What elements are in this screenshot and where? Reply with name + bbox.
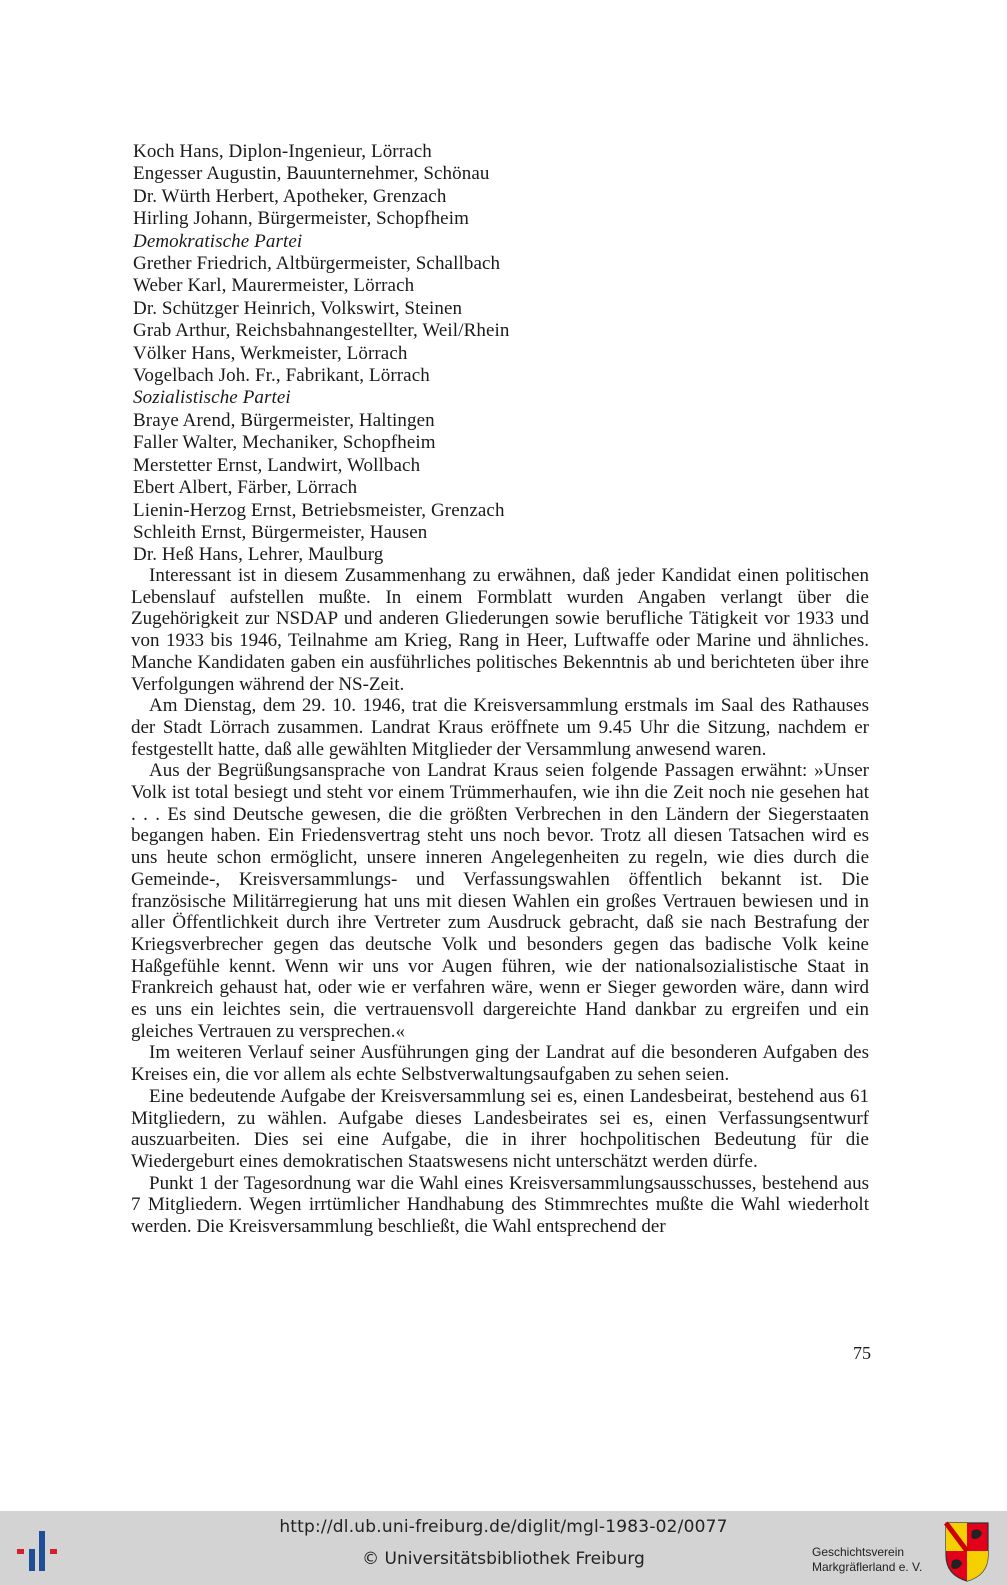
candidate-entry: Merstetter Ernst, Landwirt, Wollbach bbox=[133, 454, 421, 476]
candidate-entry: Hirling Johann, Bürgermeister, Schopfheim bbox=[133, 208, 469, 230]
candidate-entry: Ebert Albert, Färber, Lörrach bbox=[133, 477, 358, 499]
candidate-entry: Engesser Augustin, Bauunternehmer, Schönau bbox=[133, 163, 490, 185]
candidate-entry: Lienin-Herzog Ernst, Betriebsmeister, Grenzach bbox=[133, 499, 505, 521]
party-heading: Sozialistische Partei bbox=[133, 387, 291, 409]
society-name bbox=[812, 1545, 922, 1575]
candidate-entry: Völker Hans, Werkmeister, Lörrach bbox=[133, 342, 408, 364]
candidate-entry: Koch Hans, Diplon-Ingenieur, Lörrach bbox=[133, 141, 432, 162]
paragraph: Aus der Begrüßungsansprache von Landrat Kraus seien folgende Passagen erwähnt: »Unser Volk ist total besiegt und steht vor einem Trümmerhaufen, wie ihn die Zeit noch nie gesehen hat . . . Es sind Deutsche gewesen, die die größten Verbrechen in den Ländern der Siegerstaaten begangen haben. Ein Friedensvertrag steht uns noch bevor. Trotz all diesen Tatsachen wird es uns heute schon ermöglicht, unsere inneren Angelegenheiten zu regeln, wie dies durch die Gemeinde-, Kreisversammlungs- und Verfassungswahlen öffentlich bekannt ist. Die französische Militärregierung hat uns mit diesen Wahlen ein großes Vertrauen bewiesen und in aller Öffentlichkeit durch ihre Vertreter zum Ausdruck gebracht, daß sie nach Bestrafung der Kriegsverbrecher gegen das deutsche Volk und besonders gegen das badische Volk keine Haßgefühle kennt. Wenn wir uns vor Augen führen, wie der nationalsozialistische Staat in Frankreich gehaust hat, oder wie er verfahren wäre, wenn er Sieger geworden wäre, dann wird es uns ein leichtes sein, die vertrauensvoll dargereichte Hand dankbar zu ergreifen und ein gleiches Vertrauen zu versprechen.« bbox=[131, 760, 869, 1042]
paragraph: Am Dienstag, dem 29. 10. 1946, trat die Kreisversammlung erstmals im Saal des Rathauses der Stadt Lörrach zusammen. Landrat Kraus eröffnete um 9.45 Uhr die Sitzung, nachdem er festgestellt hatte, daß alle gewählten Mitglieder der Versammlung anwesend waren. bbox=[131, 695, 869, 760]
body-text bbox=[131, 565, 869, 1238]
society-line-1: Geschichtsverein bbox=[812, 1545, 905, 1559]
candidate-entry: Dr. Würth Herbert, Apotheker, Grenzach bbox=[133, 185, 447, 207]
paragraph: Interessant ist in diesem Zusammenhang zu erwähnen, daß jeder Kandidat einen politischen Lebenslauf aufstellen mußte. In einem Formblatt wurden Angaben verlangt über die Zugehörigkeit zur NSDAP und anderen Gliederungen sowie berufliche Tätigkeit vor 1933 und von 1933 bis 1946, Teilnahme am Krieg, Rang in Heer, Luftwaffe oder Marine und ähnliches. Manche Kandidaten gaben ein ausführliches politisches Bekenntnis ab und berichteten über ihre Verfolgungen während der NS-Zeit. bbox=[131, 565, 869, 695]
paragraph: Im weiteren Verlauf seiner Ausführungen ging der Landrat auf die besonderen Aufgaben des Kreises ein, die vor allem als echte Selbstverwaltungsaufgaben zu sehen seien. bbox=[131, 1042, 869, 1086]
candidate-entry: Schleith Ernst, Bürgermeister, Hausen bbox=[133, 521, 428, 543]
party-heading: Demokratische Partei bbox=[133, 230, 303, 252]
candidate-entry: Vogelbach Joh. Fr., Fabrikant, Lörrach bbox=[133, 365, 430, 387]
candidate-entry: Grether Friedrich, Altbürgermeister, Schallbach bbox=[133, 253, 501, 275]
coat-of-arms-icon[interactable] bbox=[944, 1521, 990, 1583]
paragraph: Eine bedeutende Aufgabe der Kreisversammlung sei es, einen Landesbeirat, bestehend aus 61 Mitgliedern, zu wählen. Aufgabe dieses Landesbeirates sei es, einen Verfassungsentwurf auszuarbeiten. Dies sei eine Aufgabe, die in ihrer hochpolitischen Bedeutung für die Wiedergeburt eines demokratischen Staatswesens nicht unterschätzt werden dürfe. bbox=[131, 1085, 869, 1172]
candidate-entry: Grab Arthur, Reichsbahnangestellter, Weil/Rhein bbox=[133, 320, 510, 342]
candidate-entry: Braye Arend, Bürgermeister, Haltingen bbox=[133, 409, 435, 431]
copyright-notice: © Universitätsbibliothek Freiburg bbox=[362, 1549, 645, 1569]
candidate-entry: Dr. Heß Hans, Lehrer, Maulburg bbox=[133, 544, 384, 566]
footer-bar bbox=[0, 1511, 1007, 1585]
paragraph: Punkt 1 der Tagesordnung war die Wahl eines Kreisversammlungsausschusses, bestehend aus 7 Mitgliedern. Wegen irrtümlicher Handhabung des Stimmrechtes mußte die Wahl wiederholt werden. Die Kreisversammlung beschließt, die Wahl entsprechend der bbox=[131, 1172, 869, 1238]
page-number: 75 bbox=[853, 1343, 871, 1363]
society-line-2: Markgräflerland e. V. bbox=[812, 1560, 923, 1574]
candidate-list bbox=[133, 141, 833, 567]
permalink-url[interactable]: http://dl.ub.uni-freiburg.de/diglit/mgl-1983-02/0077 bbox=[279, 1517, 728, 1537]
candidate-entry: Weber Karl, Maurermeister, Lörrach bbox=[133, 275, 415, 297]
candidate-entry: Faller Walter, Mechaniker, Schopfheim bbox=[133, 432, 436, 454]
candidate-entry: Dr. Schützger Heinrich, Volkswirt, Steinen bbox=[133, 297, 463, 319]
